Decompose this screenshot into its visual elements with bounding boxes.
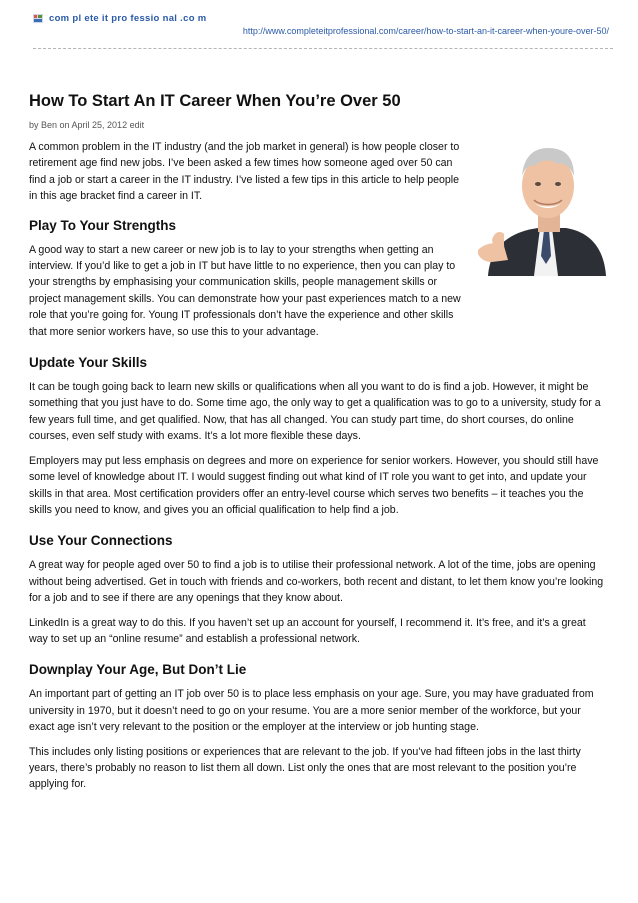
header-divider	[33, 48, 613, 49]
section-paragraph: Employers may put less emphasis on degrees and more on experience for senior workers. However, you should still have some level of knowledge about IT. I would suggest finding out what kind of IT role you want to get into, and update your skills in that area. Most certification providers offer an entry-level course which serves two benefits – it teaches you the skills you need to know, and gives you an official qualification to help find a job.	[29, 454, 599, 516]
intro-paragraph: A common problem in the IT industry (and the job market in general) is how people closer to retirement age find new jobs. I’ve been asked a few times how someone aged over 50 can find a job or start a career in the IT industry. I’ve listed a few tips in this article to help people in this age bracket find a career in IT.	[29, 141, 460, 203]
section-heading-skills: Update Your Skills	[29, 355, 148, 371]
site-header	[33, 11, 613, 51]
article-url-link[interactable]: http://www.completeitprofessional.com/career/how-to-start-an-it-career-when-youre-over-50/	[242, 26, 609, 36]
section-paragraph: LinkedIn is a great way to do this. If you haven’t set up an account for yourself, I recommend it. It’s free, and it’s a great way to set up an “online resume” and establish a professional network.	[29, 616, 586, 645]
section-heading-connections: Use Your Connections	[29, 533, 173, 549]
site-name[interactable]: com pl ete it pro fessio nal .co m	[49, 13, 207, 24]
section-paragraph: It can be tough going back to learn new skills or qualifications when all you want to do is find a job. However, it might be something that you just have to do. Some time ago, the only way to get a qualification was to go to a university, study for a few years full time, and get qualified. Now, that has all changed. You can study part time, do short courses, do online courses, even self study with exams. It’s a lot more flexible these days.	[29, 381, 601, 443]
article-body	[29, 91, 607, 793]
site-logo-icon	[33, 14, 43, 23]
section-heading-age: Downplay Your Age, But Don’t Lie	[29, 662, 247, 678]
section-paragraph: A good way to start a new career or new job is to lay to your strengths when getting an interview. If you’d like to get a job in IT but have little to no experience, then you can play to your strengths by emphasising your communication skills, people management skills or project management skills. You can demonstrate how your past experiences match to a new role that you’re going for. Young IT professionals don’t have the experience and other skills that more senior workers have, so use this to your advantage.	[29, 243, 461, 338]
photo-spacer	[469, 235, 607, 315]
section-paragraph: A great way for people aged over 50 to find a job is to utilise their professional network. A lot of the time, jobs are opening without being advertised. Get in touch with friends and co-workers, both recent and distant, to let them know you’re looking for a job and to see if there are any openings that they know about.	[29, 559, 604, 605]
section-paragraph: This includes only listing positions or experiences that are relevant to the job. If you’ve had fifteen jobs in the last thirty years, there’s probably no reason to list them all down. List only the ones that are most relevant to the position you’re applying for.	[29, 745, 581, 791]
article-title: How To Start An IT Career When You’re Over 50	[29, 92, 401, 110]
section-paragraph: An important part of getting an IT job over 50 is to place less emphasis on your age. Sure, you may have graduated from university in 1970, but it doesn’t need to go on your resume. You are a more senior member of the workforce, but your exact age isn’t very relevant to the position or the employer at the interview or job hunting stage.	[29, 688, 594, 734]
section-heading-strengths: Play To Your Strengths	[29, 217, 177, 233]
article-byline: by Ben on April 25, 2012 edit	[29, 120, 145, 130]
